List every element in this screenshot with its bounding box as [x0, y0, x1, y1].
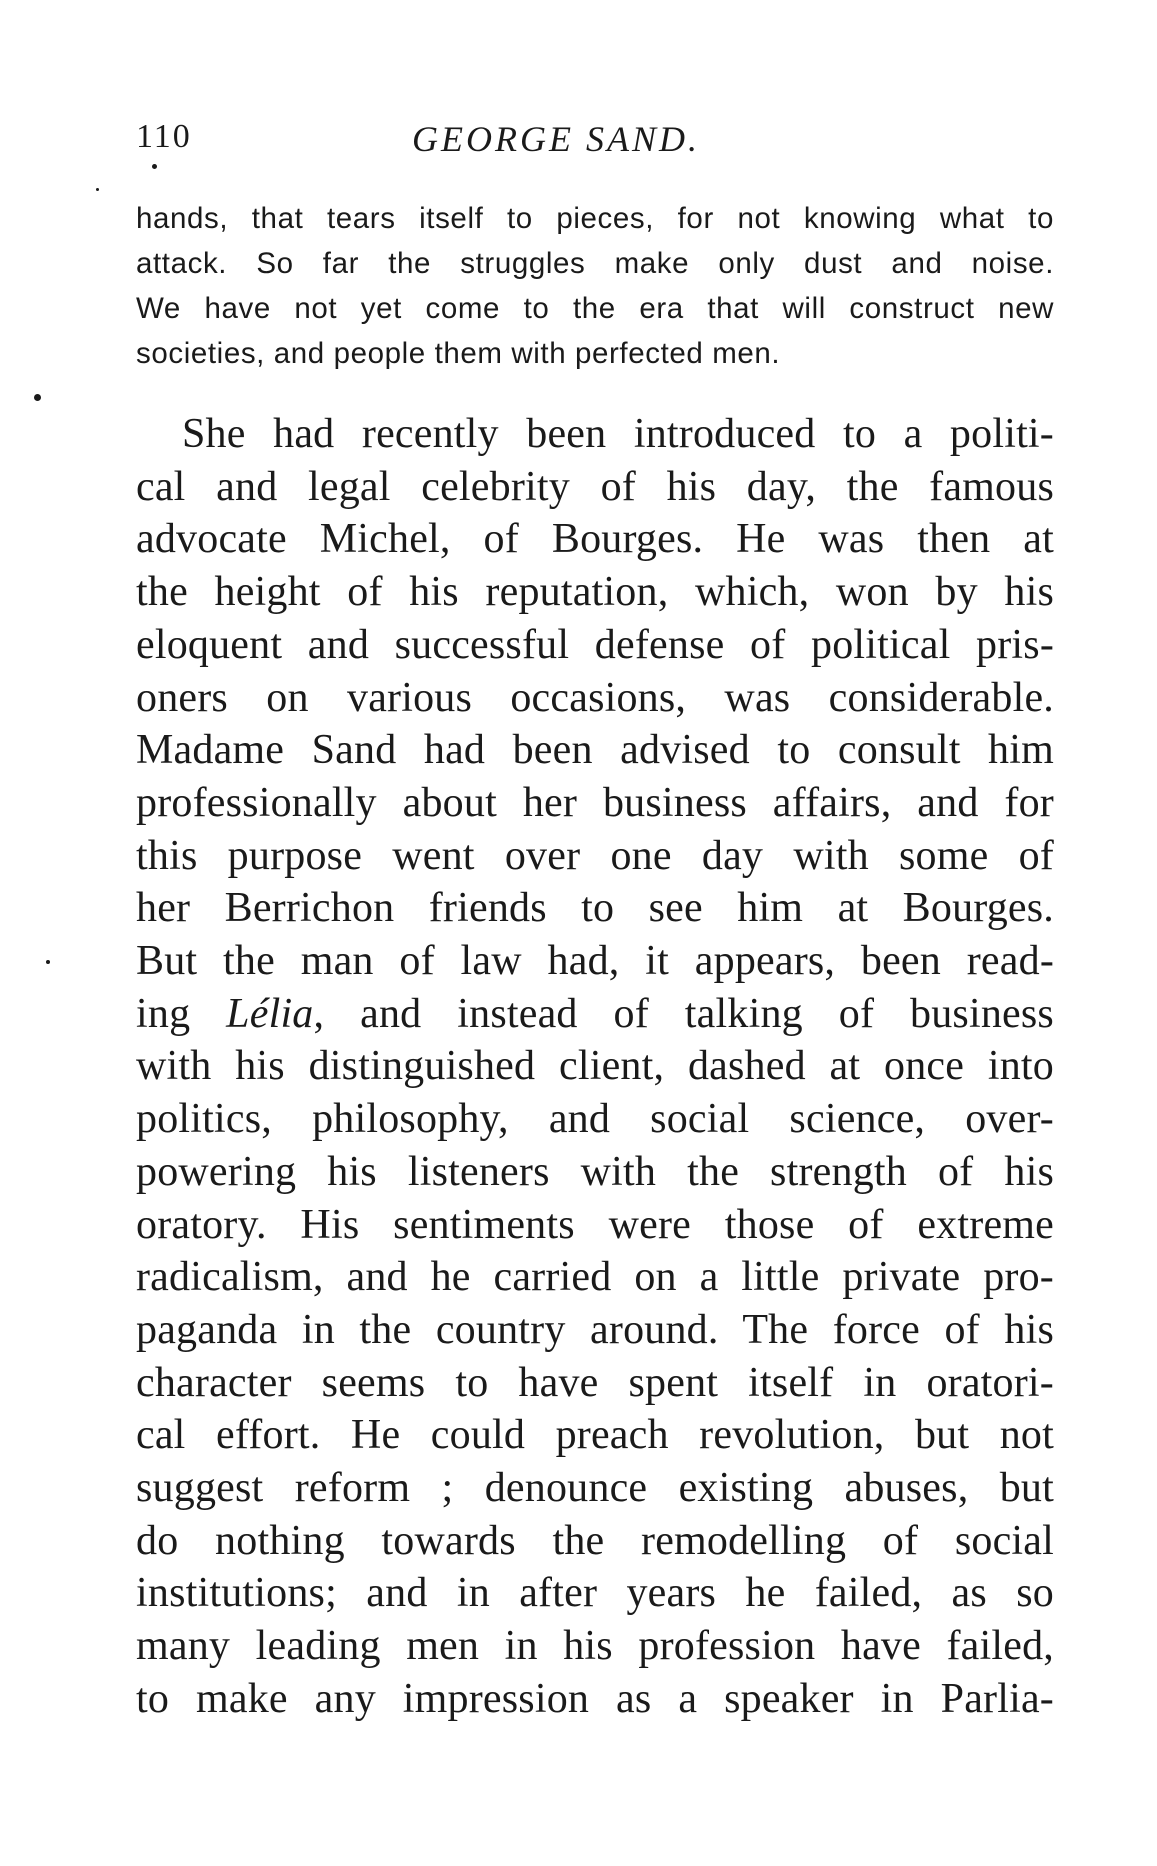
text-line: with his distinguished client, dashed at once into: [136, 1043, 1054, 1090]
text-line: character seems to have spent itself in oratori-: [136, 1359, 1054, 1406]
text-line: suggest reform ; denounce existing abuses, but: [136, 1465, 1054, 1512]
text-line: eloquent and successful defense of political pris-: [136, 621, 1054, 668]
text-line: institutions; and in after years he failed, as so: [136, 1570, 1054, 1617]
text-line: cal and legal celebrity of his day, the famous: [136, 463, 1054, 510]
text-line: powering his listeners with the strength of his: [136, 1148, 1054, 1195]
text-line: do nothing towards the remodelling of social: [136, 1517, 1054, 1564]
text-line: cal effort. He could preach revolution, but not: [136, 1412, 1054, 1459]
block-quote: [136, 196, 1054, 376]
text-line: ing Lélia, and instead of talking of business: [136, 990, 1054, 1037]
text-line: radicalism, and he carried on a little private pro-: [136, 1254, 1054, 1301]
text-line: oners on various occasions, was considerable.: [136, 674, 1054, 721]
page-number: 110: [136, 118, 192, 155]
text-line: the height of his reputation, which, won by his: [136, 569, 1054, 616]
page-header: [136, 118, 1036, 168]
text-line: oratory. His sentiments were those of extreme: [136, 1201, 1054, 1248]
running-title: GEORGE SAND.: [412, 119, 700, 159]
italic-title: Lélia: [226, 990, 314, 1037]
print-speck: [152, 164, 157, 169]
text-line: her Berrichon friends to see him at Bourges.: [136, 885, 1054, 932]
text-line: advocate Michel, of Bourges. He was then at: [136, 516, 1054, 563]
text-line: this purpose went over one day with some of: [136, 832, 1054, 879]
text-line: She had recently been introduced to a politi-: [182, 411, 1054, 457]
text-line: Madame Sand had been advised to consult him: [136, 727, 1054, 774]
quote-line: societies, and people them with perfected men.: [136, 337, 781, 370]
text-line: professionally about her business affairs, and for: [136, 779, 1054, 826]
print-speck: [34, 394, 41, 401]
quote-line: We have not yet come to the era that will construct new: [136, 292, 1054, 325]
body-paragraph: [136, 408, 1054, 1726]
text-line: politics, philosophy, and social science, over-: [136, 1096, 1054, 1143]
print-speck: [96, 188, 99, 191]
quote-line: attack. So far the struggles make only dust and noise.: [136, 247, 1054, 280]
text-line: to make any impression as a speaker in Parlia-: [136, 1675, 1054, 1722]
quote-line: hands, that tears itself to pieces, for not knowing what to: [136, 202, 1054, 235]
text-line: But the man of law had, it appears, been read-: [136, 938, 1054, 985]
text-line: many leading men in his profession have failed,: [136, 1623, 1054, 1670]
text-line: paganda in the country around. The force of his: [136, 1306, 1054, 1353]
print-speck: [46, 960, 50, 964]
